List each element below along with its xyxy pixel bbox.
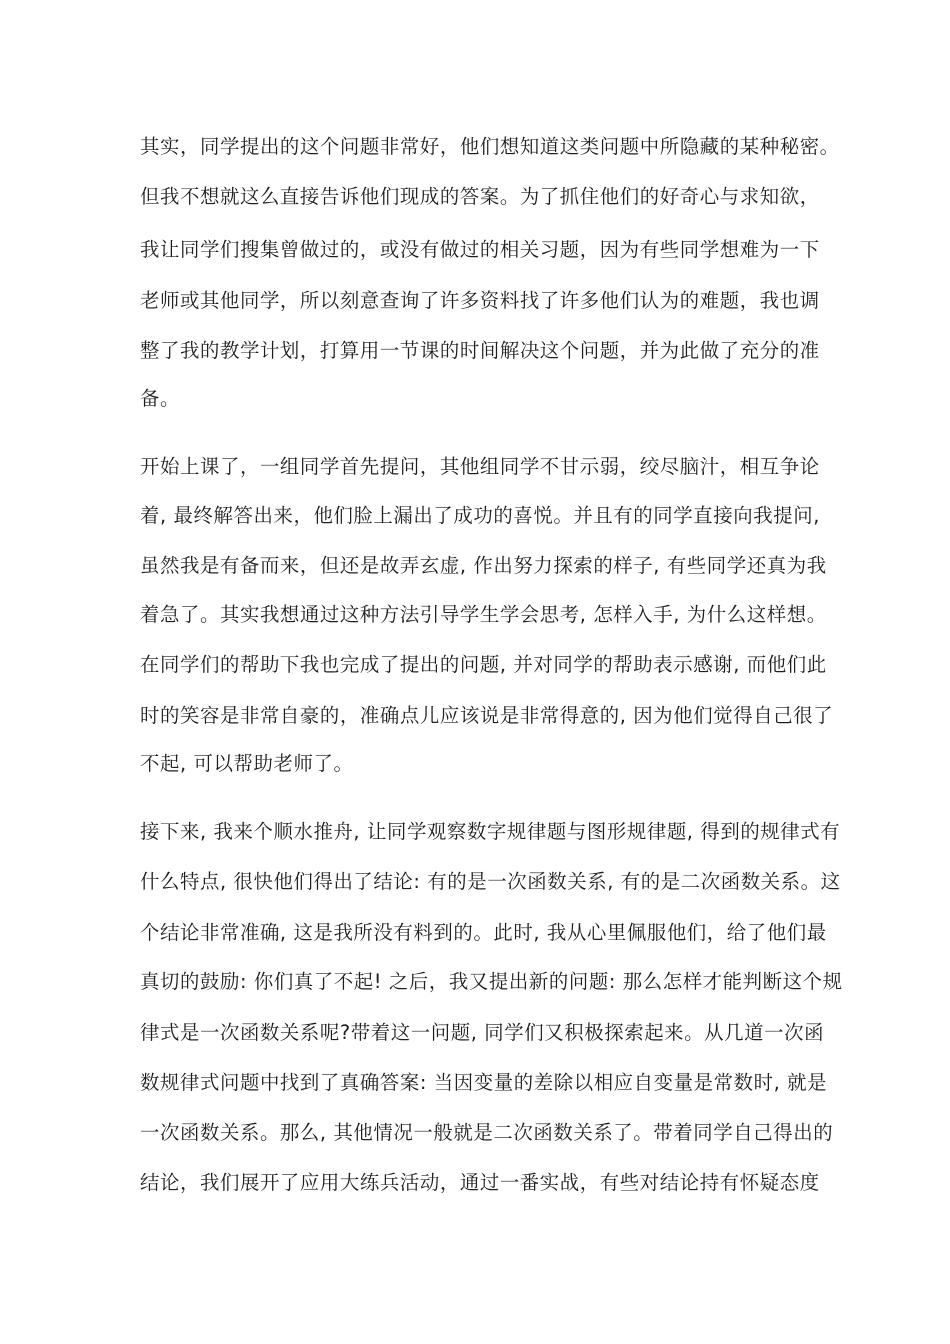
text-line: 真切的鼓励: 你们真了不起! 之后，我又提出新的问题: 那么怎样才能判断这个规 <box>140 970 843 993</box>
text-line: 整了我的教学计划，打算用一节课的时间解决这个问题，并为此做了充分的准 <box>140 339 820 362</box>
text-line: 其实，同学提出的这个问题非常好，他们想知道这类问题中所隐藏的某种秘密。 <box>140 135 840 158</box>
text-line: 但我不想就这么直接告诉他们现成的答案。为了抓住他们的好奇心与求知欲， <box>140 185 820 208</box>
text-line: 开始上课了，一组同学首先提问，其他组同学不甘示弱，绞尽脑汁，相互争论 <box>140 455 820 478</box>
text-line: 老师或其他同学，所以刻意查询了许多资料找了许多他们认为的难题，我也调 <box>140 289 820 312</box>
text-line: 律式是一次函数关系呢?带着这一问题, 同学们又积极探索起来。从几道一次函 <box>140 1021 825 1044</box>
text-line: 时的笑容是非常自豪的，准确点儿应该说是非常得意的, 因为他们觉得自己很了 <box>140 704 834 727</box>
text-line: 结论，我们展开了应用大练兵活动，通过一番实战，有些对结论持有怀疑态度 <box>140 1171 820 1194</box>
text-line: 数规律式问题中找到了真确答案: 当因变量的差除以相应自变量是常数时, 就是 <box>140 1071 828 1094</box>
text-line: 一次函数关系。那么, 其他情况一般就是二次函数关系了。带着同学自己得出的 <box>140 1121 834 1144</box>
text-line: 我让同学们搜集曾做过的，或没有做过的相关习题，因为有些同学想难为一下 <box>140 238 820 261</box>
text-line: 接下来, 我来个顺水推舟, 让同学观察数字规律题与图形规律题, 得到的规律式有 <box>140 820 841 843</box>
text-line: 不起, 可以帮助老师了。 <box>140 752 354 775</box>
text-line: 在同学们的帮助下我也完成了提出的问题, 并对同学的帮助表示感谢, 而他们此 <box>140 653 827 676</box>
text-line: 着, 最终解答出来，他们脸上漏出了成功的喜悦。并且有的同学直接向我提问, <box>140 504 820 527</box>
text-line: 什么特点, 很快他们得出了结论: 有的是一次函数关系, 有的是二次函数关系。这 <box>140 870 841 893</box>
text-line: 着急了。其实我想通过这种方法引导学生学会思考, 怎样入手, 为什么这样想。 <box>140 603 827 626</box>
text-line: 虽然我是有备而来，但还是故弄玄虚, 作出努力探索的样子, 有些同学还真为我 <box>140 554 827 577</box>
text-line: 备。 <box>140 387 180 410</box>
text-line: 个结论非常准确, 这是我所没有料到的。此时, 我从心里佩服他们，给了他们最 <box>140 921 827 944</box>
